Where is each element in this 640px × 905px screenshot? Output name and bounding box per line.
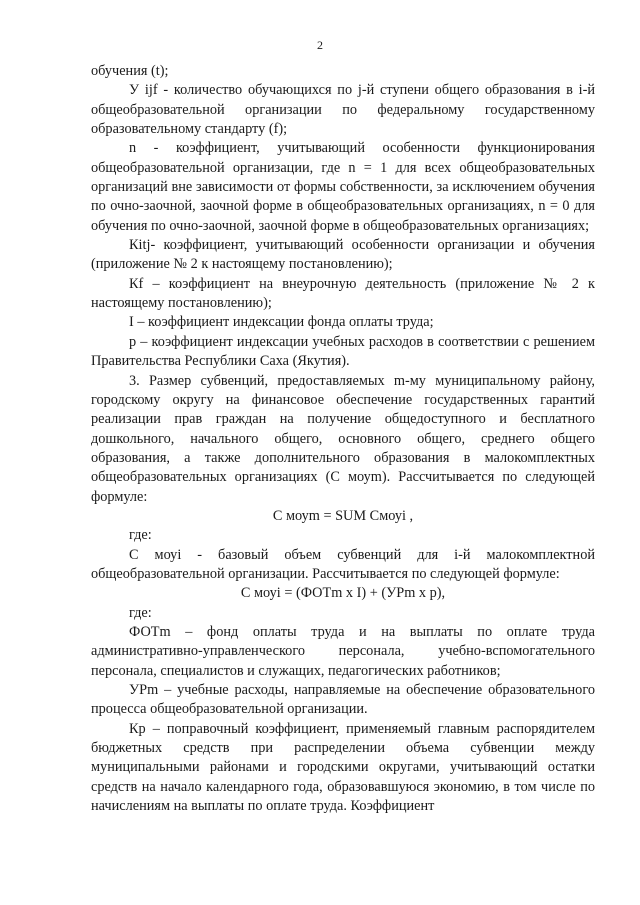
where-label: где: <box>129 604 152 621</box>
paragraph-kr: Кр – поправочный коэффициент, применяемый главным распорядителем бюджетных средств при распределении объема субвенции между муниципальными районами и городскими округами, учитывающий остатки средств на начало календарного года, образовавшуюся экономию, в том числе по начислениям на выплаты по оплате труда. Коэффициент <box>91 720 595 815</box>
paragraph-kf: Кf – коэффициент на внеурочную деятельность (приложение № 2 к настоящему постановлению); <box>91 275 595 312</box>
where-label: где: <box>129 527 152 544</box>
formula-c-moui: С моуi = (ФОТm x I) + (УРm x р), <box>240 585 446 602</box>
page-number: 2 <box>317 38 323 52</box>
paragraph-n-coefficient: n - коэффициент, учитывающий особенности функционирования общеобразовательной организации, где n = 1 для всех общеобразовательных организаций вне зависимости от формы собственности, за исключением обучения по очно-заочной, заочной форме в общеобразовательных организациях, n = 0 для обучения по очно-заочной, заочной форме в общеобразовательных организациях; <box>91 140 595 234</box>
document-body <box>91 62 595 816</box>
paragraph-continuation: обучения (t); <box>91 63 169 79</box>
paragraph-urm: УРm – учебные расходы, направляемые на обеспечение образовательного процесса общеобразовательной организации. <box>91 682 595 718</box>
paragraph-c-moui: С моуi - базовый объем субвенций для i-й малокомплектной общеобразовательной организации. Рассчитывается по следующей формуле: <box>91 546 595 582</box>
paragraph-fotm: ФОТm – фонд оплаты труда и на выплаты по оплате труда административно-управленческого персонала, учебно-вспомогательного персонала, специалистов и служащих, педагогических работников; <box>91 623 595 679</box>
formula-c-moum: С моуm = SUM Cмоуi , <box>272 507 414 524</box>
paragraph-p-index: р – коэффициент индексации учебных расходов в соответствии с решением Правительства Республики Саха (Якутия). <box>91 333 595 370</box>
paragraph-u-ijf: У ijf - количество обучающихся по j-й ступени общего образования в i-й общеобразовательной организации по федеральному государственному образовательному стандарту (f); <box>91 82 595 138</box>
paragraph-section-3: 3. Размер субвенций, предоставляемых m-му муниципальному району, городскому округу на финансовое обеспечение государственных гарантий реализации прав граждан на получение общедоступного и бесплатного дошкольного, начального общего, основного общего, среднего общего образования, а также дополнительного образования в малокомплектных общеобразовательных организациях (С моуm). Рассчитывается по следующей формуле: <box>91 372 595 505</box>
paragraph-kitj: Кitj- коэффициент, учитывающий особенности организации и обучения (приложение № 2 к настоящему постановлению); <box>91 237 595 273</box>
paragraph-i-index: I – коэффициент индексации фонда оплаты труда; <box>129 314 434 331</box>
